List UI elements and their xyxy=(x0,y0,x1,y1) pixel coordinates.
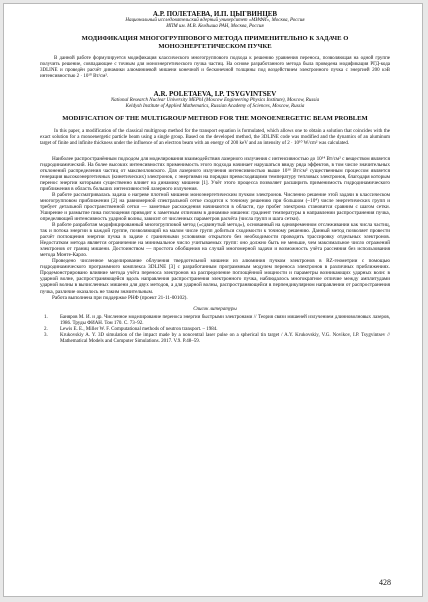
reference-text: Lewis E. E., Miller W. F. Computational methods of neutron transport. – 1984. xyxy=(60,326,218,332)
ru-title: МОДИФИКАЦИЯ МНОГОГРУППОВОГО МЕТОДА ПРИМЕНИТЕЛЬНО К ЗАДАЧЕ О МОНОЭНЕРГЕТИЧЕСКОМ ПУЧКЕ xyxy=(81,35,349,50)
en-abstract: In this paper, a modification of the classical multigroup method for the transport equation is formulated, which allows one to obtain a solution that coincides with the exact solution for a monoenergetic particle beam using a single group. Based on the developed method, the 3DLINE code was modified and the dynamics of an aluminum target of finite and infinite thickness under the influence of an electron beam with an energy of 200 keV and an intensity of 2 · 10¹⁰ W/cm² was calculated. xyxy=(40,128,390,146)
reference-number: 1. xyxy=(44,314,48,320)
ru-affiliation-1: Национальный исследовательский ядерный университет «МИФИ», Москва, Россия xyxy=(125,18,305,23)
reference-item xyxy=(40,333,390,345)
en-affiliation-1: National Research Nuclear University MEPhI (Moscow Engineering Physics Institute), Moscow, Russia xyxy=(110,98,320,103)
body-paragraph: Работа выполнена при поддержке РНФ (проект 21-11-00102). xyxy=(52,294,188,301)
reference-number: 2. xyxy=(44,326,48,332)
references-list xyxy=(40,315,390,345)
body-text xyxy=(40,156,390,301)
ru-affiliation-2: ИПМ им. М.В. Келдыша РАН, Москва, Россия xyxy=(166,24,264,29)
en-affiliation-2: Keldysh Institute of Applied Mathematics, Russian Academy of Sciences, Moscow, Russia xyxy=(125,104,305,109)
page-number: 428 xyxy=(379,578,391,587)
reference-number: 3. xyxy=(44,332,48,338)
page-content xyxy=(40,8,390,345)
ru-abstract: В данной работе формулируется модификация классического многогруппового подхода к решению уравнения переноса, позволяющая на одной группе получить решение, совпадающее с точным для моноэнергетического пучка частиц. На основе разработанного метода была проведена модификация РГД-кода 3DLINE и проведён расчёт динамики алюминиевой мишени конечной и бесконечной толщины под воздействием электронного пучка с энергией 200 кэВ интенсивностью 2 · 10¹⁰ Вт/см². xyxy=(40,56,390,79)
reference-text: Баняров М. И. и др. Численное моделирование переноса энергии быстрыми электронами // Теория связи мишеней излучением длинноволновых лазеров, 1986. Труды ФИАН. Том 170. С. 73–92. xyxy=(60,314,390,326)
body-paragraph: Проведено численное моделирование облучения твердотельной мишени из алюминия пучком электронов в RZ-геометрии с помощью гидродинамического программного комплекса 3DLINE [3] с разработанным программным модулем переноса электронов в различных приближениях. Продемонстрировано влияние метода учёта переноса электронов на распределение поглощённой мощности и параметры возникающих ударных волн: в ударной волне, распространяющейся вдоль направления распространения электронного пучка, наблюдалось многократное отличие между амплитудами ударной волны в вычисленных мишени для двух методов, а для ударной волны, распространяющейся в перпендикулярном направлении от распространения пучка, различие оказалось не таким значительным. xyxy=(40,258,390,295)
reference-text: Krukovskiy A. Y. 3D simulation of the impact made by a noncentral laser pulse on a spherical tin target / A.Y. Krukovskiy, V.G. Novikov, I.P. Tsygvintsev // Mathematical Models and Computer Simulations. 2017. V.9. P.48–59. xyxy=(60,332,390,344)
references-title: Список литературы xyxy=(193,306,237,312)
body-paragraph: В работе разработан модифицированный многогрупповой метод («сдвинутый метод»), основанный на одновременном отслеживании как числа частиц, так и потока энергии в каждой группе, позволяющий на малом числе групп добиться сходимости к точному решению. Данный метод позволяет провести расчёт поглощения энергии пучка в задаче с граничными условиями открытого без необходимости проводить трассировку отдельных электронов. Недостатком метода является ограничение на минимальное число учитываемых групп: оно должно быть не меньше, чем максимальное число отражений электронов от границ мишени. Достоинством — простота обобщения на случай многомерной задачи и возможность учёта рассеяния без использования метода Монте-Карло. xyxy=(40,222,390,259)
en-title: MODIFICATION OF THE MULTIGROUP METHOD FOR THE MONOENERGETIC BEAM PROBLEM xyxy=(62,115,368,122)
body-paragraph: В работе рассматривалась задача о нагреве плотной мишени моноэнергетическим пучком электронов. Численно решение этой задачи в классическом многогрупповом приближении [2] на равномерной спектральной сетке сходится к точному решению при большом (~10⁴) числе энергетических групп и требует детальной пространственной сетки — заметные расхождения начинаются в области, где пробег электрона становится сравним с шагом сетки. Уширение и размытие пика поглощения приводит к заметным отличиям в динамике мишени: градиент температуры в направлении распространения пучка, определяющей интенсивность ударной волны, зависит от численных параметров расчёта (числа групп и шага сетки). xyxy=(40,191,390,222)
reference-item xyxy=(40,315,390,327)
document-page xyxy=(3,3,423,597)
ru-authors: А.Р. ПОЛЕТАЕВА, И.П. ЦЫГВИНЦЕВ xyxy=(152,10,278,18)
body-paragraph: Наиболее распространённым подходом для моделирования взаимодействия лазерного излучения с интенсивностью до 10¹⁴ Вт/см² с веществом является гидродинамический. На более высоких интенсивностях применимость этого подхода начинает нарушаться ввиду ряда эффектов, в том числе значительных отклонений распределения частиц от максвелловского. Для лазерного излучения интенсивностью выше 10¹⁶ Вт/см² существенным процессом является генерация высокоэнергетичных (кинетических) электронов, с энергиями на порядки превосходящими температуру тепловых электронов, благодаря которым перенос энергии которыми существенно влияет на динамику мишени [1]. Учёт этого процесса позволяет расширить применимость гидродинамического приближения в область больших интенсивностей лазерного излучения. xyxy=(40,155,390,192)
en-authors: A.R. POLETAEVA, I.P. TSYGVINTSEV xyxy=(153,90,277,98)
